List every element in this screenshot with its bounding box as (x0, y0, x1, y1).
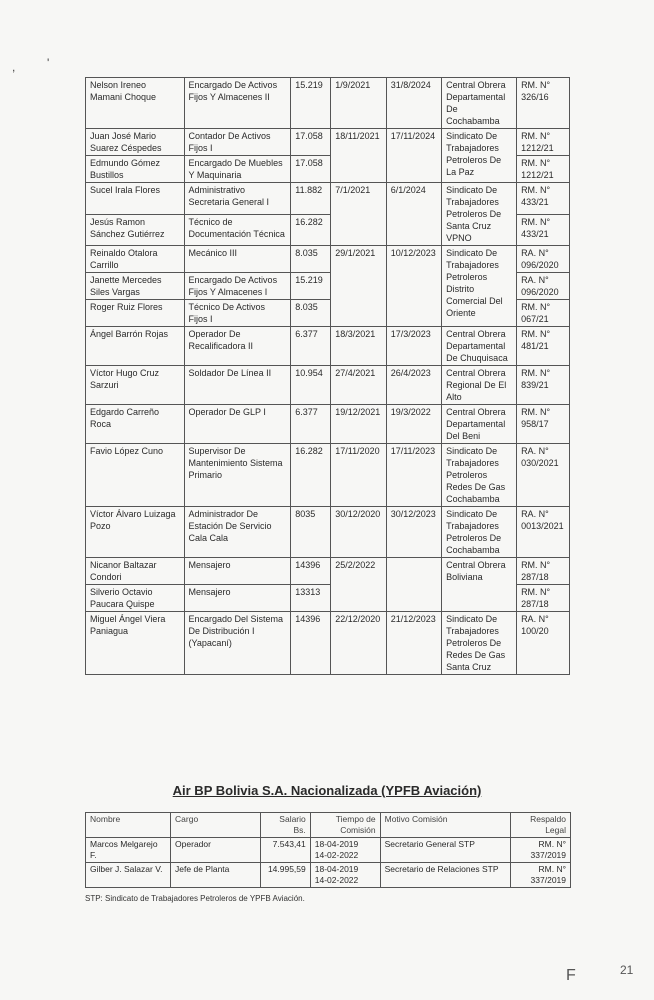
cell-hasta (386, 558, 441, 612)
cell-motivo: Secretario de Relaciones STP (380, 863, 511, 888)
cell-hasta: 10/12/2023 (386, 246, 441, 327)
cell-tiempo (310, 838, 380, 863)
cell-salario: 7.543,41 (261, 838, 311, 863)
section-title: Air BP Bolivia S.A. Nacionalizada (YPFB Aviación) (172, 783, 482, 798)
cell-motivo: Sindicato De Trabajadores Petroleros Distrito Comercial Del Oriente (442, 246, 517, 327)
cell-nombre: Juan José Mario Suarez Céspedes (86, 129, 185, 156)
air-bp-table (85, 812, 571, 888)
table-row (86, 366, 570, 405)
cell-hasta: 17/3/2023 (386, 327, 441, 366)
commission-table (85, 77, 570, 675)
cell-respaldo: RA. N° 096/2020 (517, 273, 570, 300)
cell-cargo: Encargado De Muebles Y Maquinaria (184, 156, 291, 183)
table-row (86, 327, 570, 366)
cell-respaldo: RM. N° 067/21 (517, 300, 570, 327)
cell-nombre: Víctor Álvaro Luizaga Pozo (86, 507, 185, 558)
cell-cargo: Soldador De Línea II (184, 366, 291, 405)
cell-desde: 17/11/2020 (331, 444, 386, 507)
cell-respaldo: RM. N° 839/21 (517, 366, 570, 405)
cell-salario: 8035 (291, 507, 331, 558)
tiempo-hasta: 14-02-2022 (314, 875, 359, 885)
cell-motivo: Central Obrera Boliviana (442, 558, 517, 612)
cell-respaldo: RM. N° 326/16 (517, 78, 570, 129)
table-row (86, 444, 570, 507)
cell-cargo: Operador De GLP I (184, 405, 291, 444)
cell-respaldo: RA. N° 030/2021 (517, 444, 570, 507)
cell-cargo: Operador De Recalificadora II (184, 327, 291, 366)
cell-respaldo: RA. N° 100/20 (517, 612, 570, 675)
cell-respaldo: RM. N° 433/21 (517, 183, 570, 215)
cell-cargo: Jefe de Planta (171, 863, 261, 888)
cell-motivo: Sindicato De Trabajadores Petroleros De Santa Cruz VPNO (442, 183, 517, 246)
cell-salario: 10.954 (291, 366, 331, 405)
cell-respaldo: RM. N° 287/18 (517, 558, 570, 585)
table-row (86, 863, 571, 888)
cell-salario: 6.377 (291, 405, 331, 444)
tiempo-hasta: 14-02-2022 (314, 850, 359, 860)
cell-nombre: Marcos Melgarejo F. (86, 838, 171, 863)
cell-desde: 7/1/2021 (331, 183, 386, 246)
cell-salario: 15.219 (291, 273, 331, 300)
cell-respaldo: RM. N° 337/2019 (511, 838, 571, 863)
cell-cargo: Administrativo Secretaria General I (184, 183, 291, 215)
cell-salario: 14396 (291, 612, 331, 675)
table-row (86, 129, 570, 156)
cell-salario: 6.377 (291, 327, 331, 366)
cell-salario: 15.219 (291, 78, 331, 129)
cell-respaldo: RM. N° 1212/21 (517, 129, 570, 156)
header-salario: Salario Bs. (261, 813, 311, 838)
table-row (86, 183, 570, 215)
table-row (86, 405, 570, 444)
cell-salario: 14396 (291, 558, 331, 585)
cell-hasta: 31/8/2024 (386, 78, 441, 129)
table-row (86, 78, 570, 129)
cell-cargo: Contador De Activos Fijos I (184, 129, 291, 156)
cell-nombre: Janette Mercedes Siles Vargas (86, 273, 185, 300)
cell-desde: 30/12/2020 (331, 507, 386, 558)
cell-salario: 8.035 (291, 300, 331, 327)
cell-hasta: 26/4/2023 (386, 366, 441, 405)
cell-respaldo: RA. N° 0013/2021 (517, 507, 570, 558)
header-tiempo: Tiempo de Comisión (310, 813, 380, 838)
cell-hasta: 30/12/2023 (386, 507, 441, 558)
cell-hasta: 17/11/2024 (386, 129, 441, 183)
tiempo-desde: 18-04-2019 (314, 864, 359, 874)
table-row (86, 507, 570, 558)
cell-nombre: Víctor Hugo Cruz Sarzuri (86, 366, 185, 405)
cell-nombre: Miguel Ángel Viera Paniagua (86, 612, 185, 675)
cell-motivo: Secretario General STP (380, 838, 511, 863)
cell-desde: 18/11/2021 (331, 129, 386, 183)
cell-hasta: 17/11/2023 (386, 444, 441, 507)
table-row (86, 558, 570, 585)
cell-nombre: Silverio Octavio Paucara Quispe (86, 585, 185, 612)
cell-respaldo: RM. N° 1212/21 (517, 156, 570, 183)
cell-desde: 22/12/2020 (331, 612, 386, 675)
cell-respaldo: RM. N° 337/2019 (511, 863, 571, 888)
cell-salario: 13313 (291, 585, 331, 612)
handwritten-initial: F (566, 967, 576, 984)
cell-nombre: Favio López Cuno (86, 444, 185, 507)
table-header-row (86, 813, 571, 838)
header-cargo: Cargo (171, 813, 261, 838)
cell-nombre: Nelson Ireneo Mamani Choque (86, 78, 185, 129)
cell-nombre: Sucel Irala Flores (86, 183, 185, 215)
cell-motivo: Central Obrera Departamental De Chuquisaca (442, 327, 517, 366)
cell-nombre: Ángel Barrón Rojas (86, 327, 185, 366)
cell-nombre: Gilber J. Salazar V. (86, 863, 171, 888)
cell-salario: 8.035 (291, 246, 331, 273)
cell-cargo: Mensajero (184, 558, 291, 585)
cell-cargo: Encargado De Activos Fijos Y Almacenes I (184, 273, 291, 300)
cell-cargo: Mensajero (184, 585, 291, 612)
cell-cargo: Operador (171, 838, 261, 863)
cell-cargo: Técnico de Documentación Técnica (184, 214, 291, 246)
cell-respaldo: RM. N° 481/21 (517, 327, 570, 366)
table-row (86, 612, 570, 675)
cell-nombre: Nicanor Baltazar Condori (86, 558, 185, 585)
tiempo-desde: 18-04-2019 (314, 839, 359, 849)
cell-hasta: 6/1/2024 (386, 183, 441, 246)
cell-motivo: Sindicato De Trabajadores Petroleros De Redes De Gas Santa Cruz (442, 612, 517, 675)
header-respaldo: Respaldo Legal (511, 813, 571, 838)
cell-salario: 14.995,59 (261, 863, 311, 888)
cell-hasta: 19/3/2022 (386, 405, 441, 444)
cell-desde: 18/3/2021 (331, 327, 386, 366)
cell-nombre: Roger Ruiz Flores (86, 300, 185, 327)
cell-motivo: Central Obrera Regional De El Alto (442, 366, 517, 405)
cell-motivo: Sindicato De Trabajadores Petroleros De La Paz (442, 129, 517, 183)
stray-mark: , (12, 60, 16, 74)
stray-mark: ' (47, 56, 50, 70)
cell-desde: 1/9/2021 (331, 78, 386, 129)
cell-nombre: Edgardo Carreño Roca (86, 405, 185, 444)
cell-cargo: Mecánico III (184, 246, 291, 273)
cell-nombre: Reinaldo Otalora Carrillo (86, 246, 185, 273)
header-nombre: Nombre (86, 813, 171, 838)
cell-hasta: 21/12/2023 (386, 612, 441, 675)
cell-respaldo: RM. N° 287/18 (517, 585, 570, 612)
cell-motivo: Sindicato De Trabajadores Petroleros De Cochabamba (442, 507, 517, 558)
cell-salario: 17.058 (291, 156, 331, 183)
table-row (86, 246, 570, 273)
cell-motivo: Sindicato De Trabajadores Petroleros Redes De Gas Cochabamba (442, 444, 517, 507)
table-row (86, 838, 571, 863)
cell-salario: 11.882 (291, 183, 331, 215)
header-motivo: Motivo Comisión (380, 813, 511, 838)
cell-salario: 17.058 (291, 129, 331, 156)
cell-cargo: Administrador De Estación De Servicio Cala Cala (184, 507, 291, 558)
cell-nombre: Jesús Ramon Sánchez Gutiérrez (86, 214, 185, 246)
cell-desde: 19/12/2021 (331, 405, 386, 444)
page-number: 21 (620, 963, 634, 977)
cell-respaldo: RM. N° 433/21 (517, 214, 570, 246)
cell-respaldo: RM. N° 958/17 (517, 405, 570, 444)
cell-salario: 16.282 (291, 444, 331, 507)
cell-cargo: Supervisor De Mantenimiento Sistema Primario (184, 444, 291, 507)
cell-nombre: Edmundo Gómez Bustillos (86, 156, 185, 183)
cell-cargo: Encargado Del Sistema De Distribución I (Yapacaní) (184, 612, 291, 675)
cell-desde: 29/1/2021 (331, 246, 386, 327)
cell-tiempo (310, 863, 380, 888)
cell-cargo: Técnico De Activos Fijos I (184, 300, 291, 327)
cell-respaldo: RA. N° 096/2020 (517, 246, 570, 273)
cell-salario: 16.282 (291, 214, 331, 246)
cell-motivo: Central Obrera Departamental De Cochabamba (442, 78, 517, 129)
cell-motivo: Central Obrera Departamental Del Beni (442, 405, 517, 444)
cell-cargo: Encargado De Activos Fijos Y Almacenes II (184, 78, 291, 129)
cell-desde: 25/2/2022 (331, 558, 386, 612)
footnote: STP: Sindicato de Trabajadores Petroleros de YPFB Aviación. (85, 894, 305, 903)
cell-desde: 27/4/2021 (331, 366, 386, 405)
